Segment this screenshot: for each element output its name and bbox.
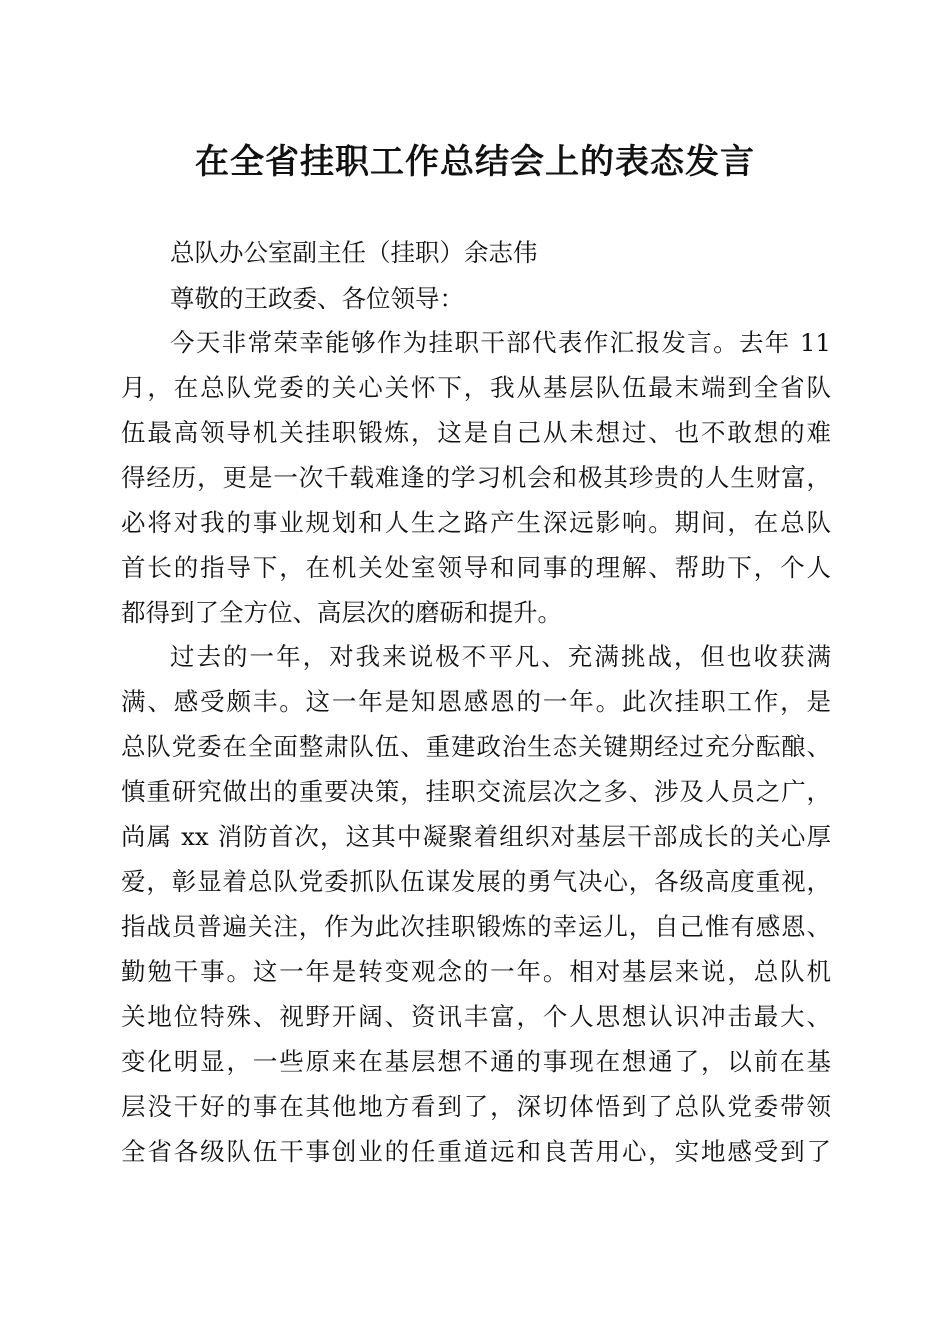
paragraph-line: 得经历，更是一次千载难逢的学习机会和极其珍贵的人生财富， [121, 463, 831, 492]
paragraph-line: 必将对我的事业规划和人生之路产生深远影响。期间，在总队 [121, 508, 831, 537]
paragraph-line: 都得到了全方位、高层次的磨砺和提升。 [121, 598, 562, 627]
paragraph-line: 首长的指导下，在机关处室领导和同事的理解、帮助下，个人 [121, 553, 831, 582]
paragraph-line: 月，在总队党委的关心关怀下，我从基层队伍最末端到全省队 [121, 373, 831, 402]
paragraph-line: 变化明显，一些原来在基层想不通的事现在想通了，以前在基 [121, 1047, 831, 1076]
paragraph-line: 总队党委在全面整肃队伍、重建政治生态关键期经过充分酝酿、 [121, 732, 831, 761]
paragraph-line: 勤勉干事。这一年是转变观念的一年。相对基层来说，总队机 [121, 957, 831, 986]
paragraph-line: 爱，彰显着总队党委抓队伍谋发展的勇气决心，各级高度重视， [121, 867, 831, 896]
paragraph-line: 过去的一年，对我来说极不平凡、充满挑战，但也收获满 [170, 642, 831, 671]
paragraph-line: 尚属 xx 消防首次，这其中凝聚着组织对基层干部成长的关心厚 [121, 822, 831, 851]
paragraph-line: 关地位特殊、视野开阔、资讯丰富，个人思想认识冲击最大、 [121, 1002, 831, 1031]
paragraph-line: 满、感受颇丰。这一年是知恩感恩的一年。此次挂职工作，是 [121, 687, 831, 716]
paragraph-line: 全省各级队伍干事创业的任重道远和良苦用心，实地感受到了 [121, 1137, 831, 1166]
author-line: 总队办公室副主任（挂职）余志伟 [170, 238, 538, 267]
paragraph-line: 今天非常荣幸能够作为挂职干部代表作汇报发言。去年 11 [170, 328, 831, 357]
paragraph-line: 层没干好的事在其他地方看到了，深切体悟到了总队党委带领 [121, 1092, 831, 1121]
paragraph-line: 慎重研究做出的重要决策，挂职交流层次之多、涉及人员之广， [121, 777, 831, 806]
document-title: 在全省挂职工作总结会上的表态发言 [195, 142, 755, 182]
paragraph-line: 伍最高领导机关挂职锻炼，这是自己从未想过、也不敢想的难 [121, 418, 831, 447]
paragraph-line: 指战员普遍关注，作为此次挂职锻炼的幸运儿，自己惟有感恩、 [121, 912, 831, 941]
salutation: 尊敬的王政委、各位领导： [170, 284, 464, 313]
